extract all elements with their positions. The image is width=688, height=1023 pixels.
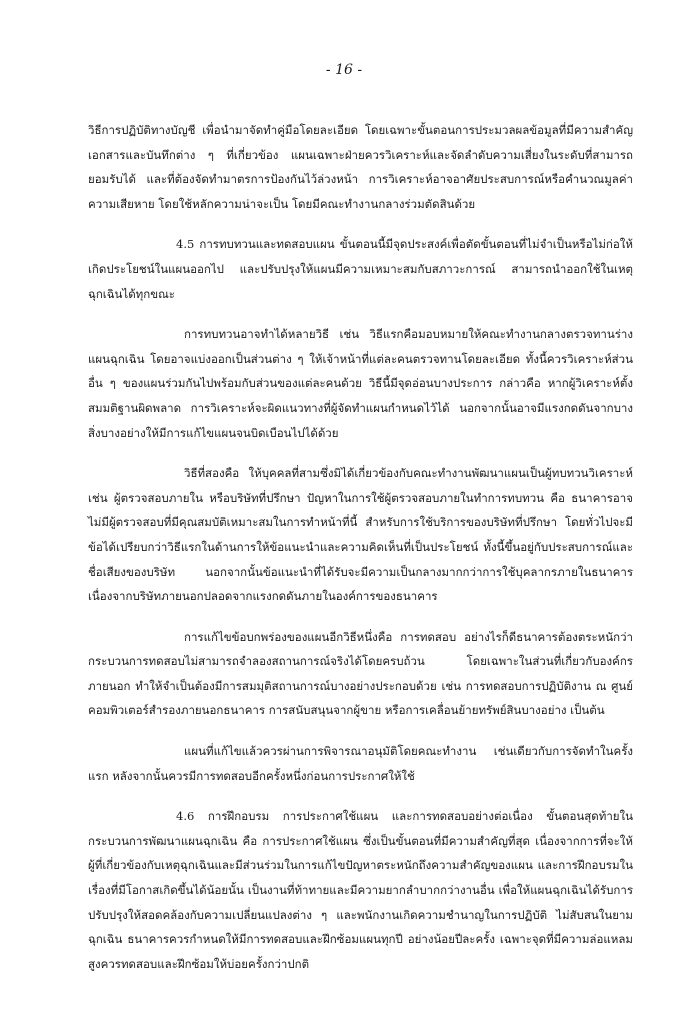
paragraph-review-method-1: การทบทวนอาจทำได้หลายวิธี เช่น วิธีแรกคือมอบหมายให้คณะทำงานกลางตรวจทานร่างแผนฉุกเฉิน โดยอาจแบ่งออกเป็นส่วนต่าง ๆ ให้เจ้าหน้าที่แต่ละคนตรวจทานโดยละเอียด ทั้งนี้ควรวิเคราะห์ส่วนอื่น ๆ ของแผนร่วมกันไปพร้อมกับส่วนของแต่ละคนด้วย วิธีนี้มีจุดอ่อนบางประการ กล่าวคือ หากผู้วิเคราะห์ตั้งสมมติฐานผิดพลาด การวิเคราะห์จะผิดแนวทางที่ผู้จัดทำแผนกำหนดไว้ได้ นอกจากนั้นอาจมีแรงกดดันจากบางสิ่งบางอย่างให้มีการแก้ไขแผนจนบิดเบือนไปได้ด้วย	[88, 327, 633, 440]
paragraph-review-method-2: วิธีที่สองคือ ให้บุคคลที่สามซึ่งมิได้เกี่ยวข้องกับคณะทำงานพัฒนาแผนเป็นผู้ทบทวนวิเคราะห์ เช่น ผู้ตรวจสอบภายใน หรือบริษัทที่ปรึกษา ปัญหาในการใช้ผู้ตรวจสอบภายในทำการทบทวน คือ ธนาคารอาจไม่มีผู้ตรวจสอบที่มีคุณสมบัติเหมาะสมในการทำหน้าที่นี้ สำหรับการใช้บริการของบริษัทที่ปรึกษา โดยทั่วไปจะมีข้อได้เปรียบกว่าวิธีแรกในด้านการให้ข้อแนะนำและความคิดเห็นที่เป็นประโยชน์ ทั้งนี้ขึ้นอยู่กับประสบการณ์และชื่อเสียงของบริษัท นอกจากนั้นข้อแนะนำที่ได้รับจะมีความเป็นกลางมากกว่าการใช้บุคลากรภายในธนาคาร เนื่องจากบริษัทภายนอกปลอดจากแรงกดดันภายในองค์การของธนาคาร	[88, 466, 633, 604]
page-number: - 16 -	[325, 62, 363, 78]
document-body	[88, 118, 633, 992]
paragraph-approval: แผนที่แก้ไขแล้วควรผ่านการพิจารณาอนุมัติโดยคณะทำงาน เช่นเดียวกับการจัดทำในครั้งแรก หลังจากนั้นควรมีการทดสอบอีกครั้งหนึ่งก่อนการประกาศให้ใช้	[88, 744, 633, 783]
paragraph-testing: การแก้ไขข้อบกพร่องของแผนอีกวิธีหนึ่งคือ การทดสอบ อย่างไรก็ดีธนาคารต้องตระหนักว่ากระบวนการทดสอบไม่สามารถจำลองสถานการณ์จริงได้โดยครบถ้วน โดยเฉพาะในส่วนที่เกี่ยวกับองค์กรภายนอก ทำให้จำเป็นต้องมีการสมมุติสถานการณ์บางอย่างประกอบด้วย เช่น การทดสอบการปฏิบัติงาน ณ ศูนย์คอมพิวเตอร์สำรองภายนอกธนาคาร การสนับสนุนจากผู้ขาย หรือการเคลื่อนย้ายทรัพย์สินบางอย่าง เป็นต้น	[88, 629, 633, 718]
paragraph-accounting-procedures: วิธีการปฏิบัติทางบัญชี เพื่อนำมาจัดทำคู่มือโดยละเอียด โดยเฉพาะขั้นตอนการประมวลผลข้อมูลที่มีความสำคัญ เอกสารและบันทึกต่าง ๆ ที่เกี่ยวข้อง แผนเฉพาะฝ่ายควรวิเคราะห์และจัดลำดับความเสี่ยงในระดับที่สามารถยอมรับได้ และที่ต้องจัดทำมาตรการป้องกันไว้ล่วงหน้า การวิเคราะห์อาจอาศัยประสบการณ์หรือคำนวณมูลค่าความเสียหาย โดยใช้หลักความน่าจะเป็น โดยมีคณะทำงานกลางร่วมตัดสินด้วย	[88, 123, 633, 211]
paragraph-section-4-6: 4.6 การฝึกอบรม การประกาศใช้แผน และการทดสอบอย่างต่อเนื่อง ขั้นตอนสุดท้ายในกระบวนการพัฒนาแผนฉุกเฉิน คือ การประกาศใช้แผน ซึ่งเป็นขั้นตอนที่มีความสำคัญที่สุด เนื่องจากการที่จะให้ผู้ที่เกี่ยวข้องกับเหตุฉุกเฉินและมีส่วนร่วมในการแก้ไขปัญหาตระหนักถึงความสำคัญของแผน และการฝึกอบรมในเรื่องที่มีโอกาสเกิดขึ้นได้น้อยนั้น เป็นงานที่ท้าทายและมีความยากลำบากกว่างานอื่น เพื่อให้แผนฉุกเฉินได้รับการปรับปรุงให้สอดคล้องกับความเปลี่ยนแปลงต่าง ๆ และพนักงานเกิดความชำนาญในการปฏิบัติ ไม่สับสนในยามฉุกเฉิน ธนาคารควรกำหนดให้มีการทดสอบและฝึกซ้อมแผนทุกปี อย่างน้อยปีละครั้ง เฉพาะจุดที่มีความล่อแหลมสูงควรทดสอบและฝึกซ้อมให้บ่อยครั้งกว่าปกติ	[88, 809, 633, 971]
paragraph-section-4-5: 4.5 การทบทวนและทดสอบแผน ขั้นตอนนี้มีจุดประสงค์เพื่อตัดขั้นตอนที่ไม่จำเป็นหรือไม่ก่อให้เกิดประโยชน์ในแผนออกไป และปรับปรุงให้แผนมีความเหมาะสมกับสภาวะการณ์ สามารถนำออกใช้ในเหตุฉุกเฉินได้ทุกขณะ	[88, 237, 633, 301]
